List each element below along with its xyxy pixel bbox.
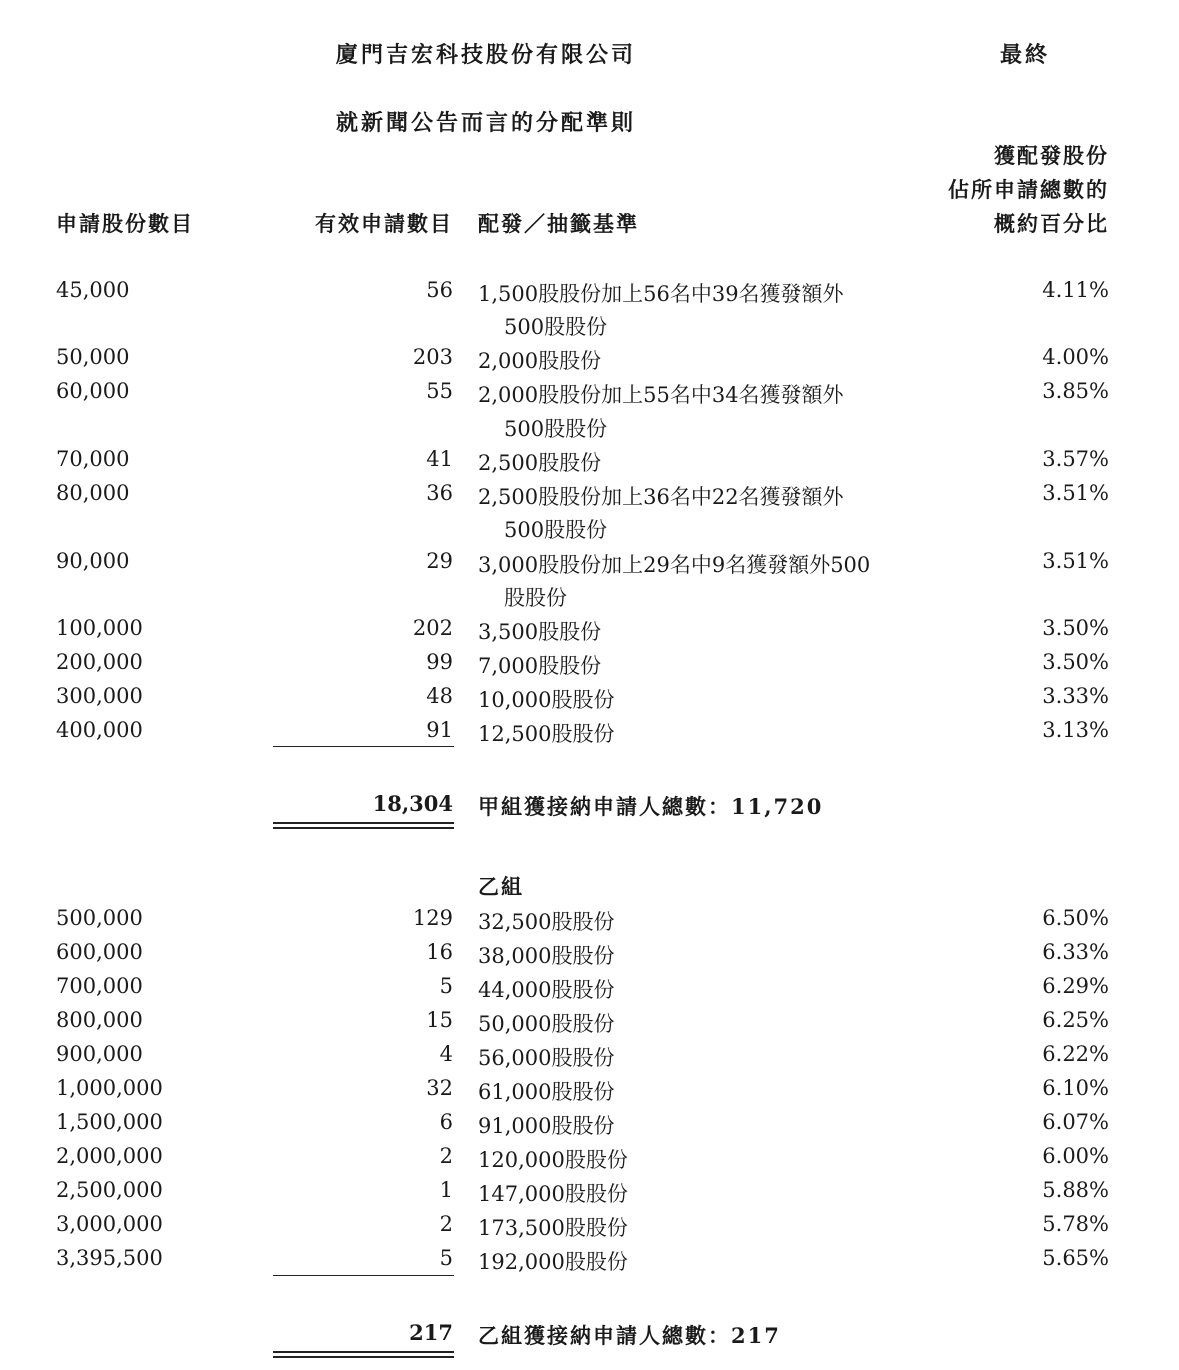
subtotal-rule (273, 1275, 454, 1276)
table-cell-basis: 192,000股股份 (478, 1250, 628, 1274)
col-header-applied: 申請股份數目 (56, 211, 194, 236)
table-cell-basis: 2,500股股份 (478, 451, 602, 475)
table-cell-basis: 44,000股股份 (478, 978, 615, 1002)
table-cell-valid: 29 (426, 549, 453, 573)
total-double-rule-top (273, 1351, 454, 1353)
table-cell-valid: 55 (426, 379, 453, 403)
table-cell-applied: 800,000 (56, 1008, 143, 1032)
table-cell-pct: 3.50% (1042, 616, 1109, 640)
table-cell-basis: 38,000股股份 (478, 944, 615, 968)
table-cell-pct: 4.11% (1042, 278, 1109, 302)
table-cell-basis: 3,000股股份加上29名中9名獲發額外500 (478, 553, 871, 577)
table-cell-applied: 1,000,000 (56, 1076, 163, 1100)
table-cell-valid: 91 (426, 718, 453, 742)
table-cell-valid: 129 (412, 906, 453, 930)
table-cell-basis: 50,000股股份 (478, 1012, 615, 1036)
table-cell-pct: 4.00% (1042, 345, 1109, 369)
table-cell-applied: 200,000 (56, 650, 143, 674)
table-cell-valid: 16 (426, 940, 453, 964)
table-cell-basis: 147,000股股份 (478, 1182, 628, 1206)
table-cell-pct: 6.25% (1042, 1008, 1109, 1032)
total-double-rule-bottom (273, 1356, 454, 1358)
table-cell-valid: 48 (426, 684, 453, 708)
table-cell-pct: 3.13% (1042, 718, 1109, 742)
status-label: 最終 (1000, 42, 1051, 68)
document-subtitle: 就新聞公告而言的分配準則 (336, 110, 637, 136)
table-cell-applied: 3,000,000 (56, 1212, 163, 1236)
table-cell-applied: 1,500,000 (56, 1110, 163, 1134)
table-cell-basis: 32,500股股份 (478, 910, 615, 934)
total-double-rule-bottom (273, 827, 454, 829)
table-cell-basis: 2,500股股份加上36名中22名獲發額外 (478, 485, 844, 509)
table-cell-valid: 56 (426, 278, 453, 302)
table-cell-pct: 6.33% (1042, 940, 1109, 964)
table-cell-basis: 2,000股股份加上55名中34名獲發額外 (478, 383, 844, 407)
table-cell-applied: 90,000 (56, 549, 130, 573)
table-cell-applied: 45,000 (56, 278, 130, 302)
table-cell-valid: 4 (439, 1042, 453, 1066)
subtotal-rule (273, 746, 454, 747)
company-name: 廈門吉宏科技股份有限公司 (336, 42, 637, 68)
table-cell-basis: 173,500股股份 (478, 1216, 628, 1240)
group-b-title: 乙組 (478, 874, 524, 899)
table-cell-pct: 6.07% (1042, 1110, 1109, 1134)
table-cell-applied: 2,000,000 (56, 1144, 163, 1168)
table-cell-valid: 2 (439, 1144, 453, 1168)
table-cell-applied: 400,000 (56, 718, 143, 742)
table-cell-basis: 120,000股股份 (478, 1148, 628, 1172)
group-a-total-valid: 18,304 (372, 791, 453, 816)
table-cell-basis-cont: 股股份 (504, 586, 567, 610)
table-cell-valid: 36 (426, 481, 453, 505)
table-cell-applied: 60,000 (56, 379, 130, 403)
table-cell-valid: 15 (426, 1008, 453, 1032)
table-cell-applied: 70,000 (56, 447, 130, 471)
table-cell-applied: 600,000 (56, 940, 143, 964)
table-cell-valid: 2 (439, 1212, 453, 1236)
table-cell-pct: 3.50% (1042, 650, 1109, 674)
table-cell-pct: 5.65% (1042, 1246, 1109, 1270)
table-cell-basis: 1,500股股份加上56名中39名獲發額外 (478, 282, 844, 306)
table-cell-applied: 900,000 (56, 1042, 143, 1066)
table-cell-basis-cont: 500股股份 (504, 315, 608, 339)
table-cell-basis-cont: 500股股份 (504, 518, 608, 542)
table-cell-applied: 300,000 (56, 684, 143, 708)
table-cell-basis: 56,000股股份 (478, 1046, 615, 1070)
table-cell-valid: 1 (439, 1178, 453, 1202)
group-a-total-label: 甲組獲接納申請人總數：11,720 (478, 794, 824, 819)
col-header-pct-line2: 佔所申請總數的 (948, 177, 1109, 202)
table-cell-valid: 41 (426, 447, 453, 471)
table-cell-valid: 32 (426, 1076, 453, 1100)
total-double-rule-top (273, 822, 454, 824)
table-cell-pct: 3.57% (1042, 447, 1109, 471)
table-cell-pct: 6.10% (1042, 1076, 1109, 1100)
table-cell-basis: 91,000股股份 (478, 1114, 615, 1138)
table-cell-pct: 3.33% (1042, 684, 1109, 708)
table-cell-valid: 5 (439, 1246, 453, 1270)
table-cell-basis: 12,500股股份 (478, 722, 615, 746)
table-cell-applied: 3,395,500 (56, 1246, 163, 1270)
table-cell-pct: 6.29% (1042, 974, 1109, 998)
table-cell-pct: 6.00% (1042, 1144, 1109, 1168)
table-cell-pct: 3.51% (1042, 549, 1109, 573)
table-cell-applied: 100,000 (56, 616, 143, 640)
table-cell-applied: 80,000 (56, 481, 130, 505)
table-cell-valid: 203 (412, 345, 453, 369)
table-cell-basis: 61,000股股份 (478, 1080, 615, 1104)
group-b-total-valid: 217 (409, 1320, 453, 1345)
table-cell-applied: 50,000 (56, 345, 130, 369)
table-cell-pct: 6.50% (1042, 906, 1109, 930)
table-cell-pct: 5.88% (1042, 1178, 1109, 1202)
table-cell-valid: 5 (439, 974, 453, 998)
col-header-pct-line1: 獲配發股份 (994, 143, 1109, 168)
table-cell-pct: 3.85% (1042, 379, 1109, 403)
table-cell-applied: 700,000 (56, 974, 143, 998)
table-cell-pct: 6.22% (1042, 1042, 1109, 1066)
col-header-valid: 有效申請數目 (315, 211, 453, 236)
col-header-pct-line3: 概約百分比 (994, 211, 1109, 236)
table-cell-pct: 5.78% (1042, 1212, 1109, 1236)
table-cell-valid: 6 (439, 1110, 453, 1134)
col-header-basis: 配發／抽籤基準 (478, 211, 639, 236)
table-cell-basis: 10,000股股份 (478, 688, 615, 712)
table-cell-applied: 2,500,000 (56, 1178, 163, 1202)
table-cell-valid: 202 (412, 616, 453, 640)
table-cell-valid: 99 (426, 650, 453, 674)
table-cell-basis: 3,500股股份 (478, 620, 602, 644)
table-cell-basis: 2,000股股份 (478, 349, 602, 373)
table-cell-pct: 3.51% (1042, 481, 1109, 505)
table-cell-applied: 500,000 (56, 906, 143, 930)
group-b-total-label: 乙組獲接納申請人總數：217 (478, 1323, 781, 1348)
table-cell-basis-cont: 500股股份 (504, 417, 608, 441)
table-cell-basis: 7,000股股份 (478, 654, 602, 678)
